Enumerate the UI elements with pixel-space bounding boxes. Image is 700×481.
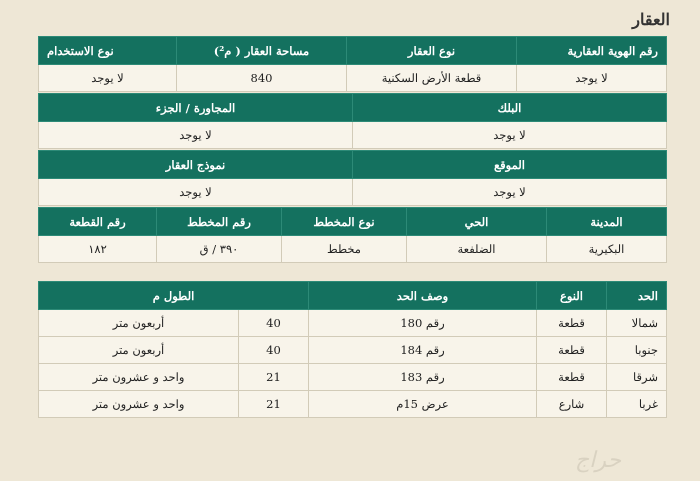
property-header-usage: نوع الاستخدام: [39, 37, 177, 65]
table-row: [39, 310, 667, 337]
boundary-description: رقم 180: [309, 310, 537, 337]
boundary-length-text: أربعون متر: [39, 310, 239, 337]
boundary-length-header: الطول م: [39, 282, 309, 310]
plan-header-row: [39, 208, 667, 236]
boundary-description-header: وصف الحد: [309, 282, 537, 310]
boundary-length: 21: [239, 364, 309, 391]
table-row: [39, 391, 667, 418]
page-title: العقار: [632, 10, 670, 29]
property-header-area: مساحة العقار ( م²): [177, 37, 347, 65]
property-value-area: 840: [177, 65, 347, 92]
boundary-side-header: الحد: [607, 282, 667, 310]
boundary-length-text: واحد و عشرون متر: [39, 364, 239, 391]
boundary-length: 40: [239, 337, 309, 364]
plan-type-header: نوع المخطط: [282, 208, 407, 236]
block-table: [38, 93, 667, 149]
location-table: [38, 150, 667, 206]
boundary-type: قطعة: [537, 364, 607, 391]
plan-value-row: [39, 236, 667, 263]
boundary-type: شارع: [537, 391, 607, 418]
property-value-id: لا يوجد: [517, 65, 667, 92]
property-header-id: رقم الهوية العقارية: [517, 37, 667, 65]
boundary-type-header: النوع: [537, 282, 607, 310]
boundary-length-text: أربعون متر: [39, 337, 239, 364]
property-value-row: [39, 65, 667, 92]
boundary-side: جنوبا: [607, 337, 667, 364]
boundary-side: شمالا: [607, 310, 667, 337]
plot-number-value: ١٨٢: [39, 236, 157, 263]
plan-number-value: ٣٩٠ / ق: [157, 236, 282, 263]
neighborhood-part-header: المجاورة / الجزء: [39, 94, 353, 122]
property-header-row: [39, 37, 667, 65]
boundary-type: قطعة: [537, 310, 607, 337]
boundary-length: 21: [239, 391, 309, 418]
block-value-row: [39, 122, 667, 149]
plot-number-header: رقم القطعة: [39, 208, 157, 236]
property-model-value: لا يوجد: [39, 179, 353, 206]
location-value: لا يوجد: [353, 179, 667, 206]
location-value-row: [39, 179, 667, 206]
boundary-description: عرض 15م: [309, 391, 537, 418]
boundary-length-text: واحد و عشرون متر: [39, 391, 239, 418]
city-header: المدينة: [547, 208, 667, 236]
boundary-side: شرقا: [607, 364, 667, 391]
property-value-usage: لا يوجد: [39, 65, 177, 92]
boundary-type: قطعة: [537, 337, 607, 364]
boundaries-header-row: [39, 282, 667, 310]
property-model-header: نموذج العقار: [39, 151, 353, 179]
table-row: [39, 364, 667, 391]
boundary-length: 40: [239, 310, 309, 337]
property-table: [38, 36, 667, 92]
boundary-description: رقم 184: [309, 337, 537, 364]
location-header-row: [39, 151, 667, 179]
district-header: الحي: [407, 208, 547, 236]
location-header: الموقع: [353, 151, 667, 179]
block-header-row: [39, 94, 667, 122]
block-header: البلك: [353, 94, 667, 122]
neighborhood-part-value: لا يوجد: [39, 122, 353, 149]
boundary-side: غربا: [607, 391, 667, 418]
watermark-logo: حراج: [575, 448, 622, 473]
property-header-type: نوع العقار: [347, 37, 517, 65]
table-row: [39, 337, 667, 364]
property-value-type: قطعة الأرض السكنية: [347, 65, 517, 92]
plan-table: [38, 207, 667, 263]
plan-type-value: مخطط: [282, 236, 407, 263]
city-value: البكيرية: [547, 236, 667, 263]
boundary-description: رقم 183: [309, 364, 537, 391]
plan-number-header: رقم المخطط: [157, 208, 282, 236]
block-value: لا يوجد: [353, 122, 667, 149]
boundaries-table: [38, 281, 667, 418]
district-value: الضلفعة: [407, 236, 547, 263]
